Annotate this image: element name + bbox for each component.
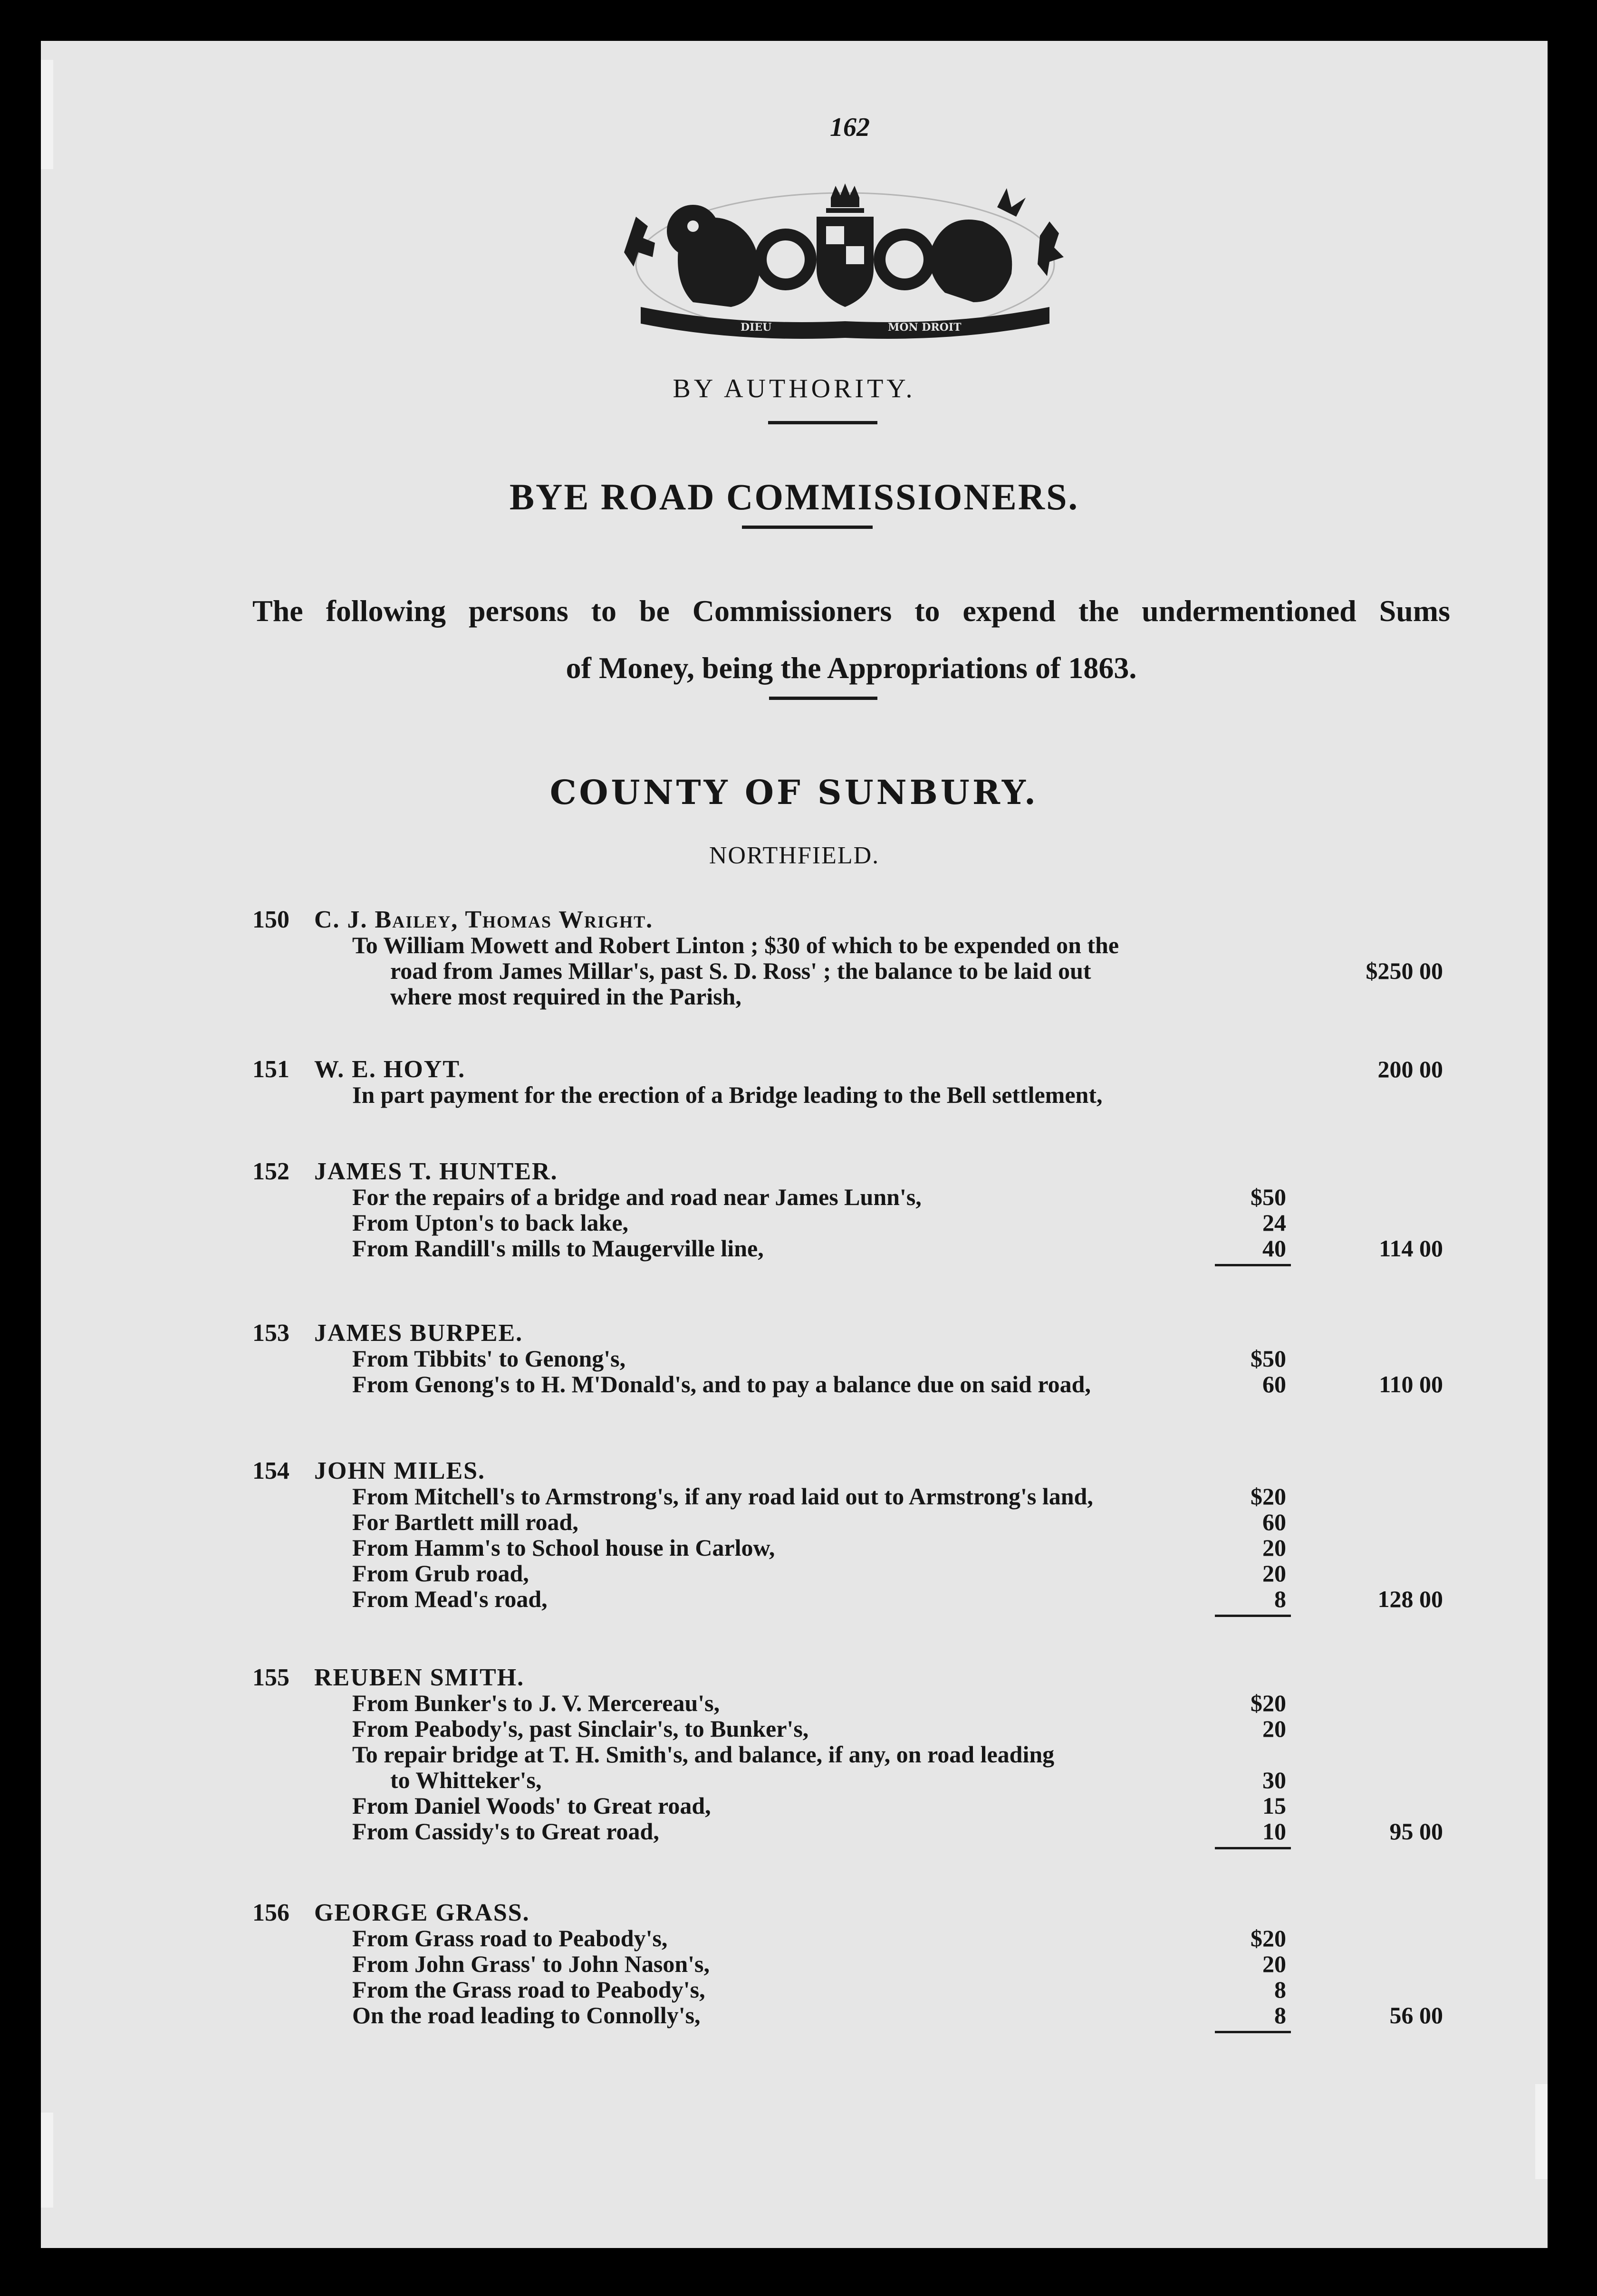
page-edge-tab bbox=[41, 2113, 53, 2208]
entry-number: 155 bbox=[252, 1664, 289, 1691]
item-description: to Whitteker's, bbox=[390, 1767, 542, 1793]
item-amount: 40 bbox=[1262, 1235, 1286, 1262]
item-amount: $50 bbox=[1251, 1345, 1286, 1372]
item-amount: 15 bbox=[1262, 1792, 1286, 1819]
item-amount: 20 bbox=[1262, 1715, 1286, 1742]
divider-rule bbox=[742, 526, 873, 529]
commissioner-names: JAMES BURPEE. bbox=[314, 1320, 523, 1347]
item-description: From Hamm's to School house in Carlow, bbox=[352, 1534, 775, 1561]
commissioner-names: JAMES T. HUNTER. bbox=[314, 1158, 558, 1185]
item-description: From Daniel Woods' to Great road, bbox=[352, 1792, 711, 1819]
item-amount: 10 bbox=[1262, 1818, 1286, 1845]
page-edge-tab bbox=[41, 60, 53, 169]
entry-total: 95 00 bbox=[1389, 1818, 1443, 1845]
subtotal-rule bbox=[1215, 1847, 1291, 1849]
item-amount: 30 bbox=[1262, 1767, 1286, 1793]
item-amount: 20 bbox=[1262, 1534, 1286, 1561]
item-amount: $20 bbox=[1251, 1483, 1286, 1510]
item-description: From the Grass road to Peabody's, bbox=[352, 1976, 705, 2003]
divider-rule bbox=[769, 697, 877, 700]
item-description: From Grub road, bbox=[352, 1560, 529, 1587]
entry-total: 128 00 bbox=[1377, 1586, 1443, 1612]
document-page bbox=[41, 41, 1548, 2248]
by-authority-heading: BY AUTHORITY. bbox=[673, 374, 916, 403]
page-title: BYE ROAD COMMISSIONERS. bbox=[510, 476, 1079, 517]
item-amount: 60 bbox=[1262, 1509, 1286, 1535]
subtotal-rule bbox=[1215, 1615, 1291, 1617]
commissioner-names: C. J. Bailey, Thomas Wright. bbox=[314, 906, 654, 933]
entry-number: 156 bbox=[252, 1899, 289, 1926]
item-amount: 8 bbox=[1274, 1976, 1286, 2003]
item-description: From Peabody's, past Sinclair's, to Bunker's, bbox=[352, 1715, 809, 1742]
item-description: For the repairs of a bridge and road near James Lunn's, bbox=[352, 1184, 922, 1210]
item-description: From Randill's mills to Maugerville line, bbox=[352, 1235, 764, 1262]
item-amount: $20 bbox=[1251, 1690, 1286, 1716]
item-description: From Mead's road, bbox=[352, 1586, 548, 1612]
entry-total: 114 00 bbox=[1379, 1235, 1443, 1262]
page-edge-tab bbox=[1535, 2084, 1548, 2179]
page-number: 162 bbox=[830, 113, 870, 142]
item-description: road from James Millar's, past S. D. Ross' ; the balance to be laid out bbox=[390, 957, 1091, 984]
item-description: From Mitchell's to Armstrong's, if any road laid out to Armstrong's land, bbox=[352, 1483, 1093, 1510]
entry-total: 200 00 bbox=[1377, 1056, 1443, 1082]
commissioner-names: W. E. HOYT. bbox=[314, 1056, 466, 1083]
item-amount: 60 bbox=[1262, 1371, 1286, 1397]
entry-total: 110 00 bbox=[1379, 1371, 1443, 1397]
commissioner-names: JOHN MILES. bbox=[314, 1457, 486, 1484]
entry-number: 152 bbox=[252, 1158, 289, 1185]
subtotal-rule bbox=[1215, 1264, 1291, 1266]
commissioner-names: REUBEN SMITH. bbox=[314, 1664, 525, 1691]
divider-rule bbox=[768, 421, 877, 424]
item-description: From Tibbits' to Genong's, bbox=[352, 1345, 626, 1372]
item-description: In part payment for the erection of a Bridge leading to the Bell settlement, bbox=[352, 1081, 1103, 1108]
item-description: From John Grass' to John Nason's, bbox=[352, 1951, 710, 1977]
item-description: From Bunker's to J. V. Mercereau's, bbox=[352, 1690, 720, 1716]
item-amount: $20 bbox=[1251, 1925, 1286, 1952]
item-amount: 8 bbox=[1274, 1586, 1286, 1612]
item-description: From Grass road to Peabody's, bbox=[352, 1925, 668, 1952]
item-amount: $50 bbox=[1251, 1184, 1286, 1210]
entry-number: 151 bbox=[252, 1056, 289, 1083]
entry-total: 56 00 bbox=[1389, 2002, 1443, 2028]
item-amount: 24 bbox=[1262, 1209, 1286, 1236]
crest-motto-left: DIEU bbox=[741, 321, 772, 334]
entry-number: 150 bbox=[252, 906, 289, 933]
royal-coat-of-arms-icon bbox=[622, 179, 1068, 350]
entry-number: 154 bbox=[252, 1457, 289, 1484]
item-description: where most required in the Parish, bbox=[390, 983, 741, 1010]
entry-number: 153 bbox=[252, 1320, 289, 1347]
item-description: For Bartlett mill road, bbox=[352, 1509, 578, 1535]
intro-paragraph bbox=[252, 583, 1450, 697]
item-description: From Genong's to H. M'Donald's, and to pay a balance due on said road, bbox=[352, 1371, 1091, 1397]
item-amount: 20 bbox=[1262, 1560, 1286, 1587]
subtotal-rule bbox=[1215, 2031, 1291, 2033]
crest-motto-right: MON DROIT bbox=[888, 321, 962, 334]
item-description: To William Mowett and Robert Linton ; $30 of which to be expended on the bbox=[352, 932, 1119, 958]
intro-line-2: of Money, being the Appropriations of 1863. bbox=[566, 651, 1137, 685]
item-description: From Upton's to back lake, bbox=[352, 1209, 629, 1236]
commissioner-names: GEORGE GRASS. bbox=[314, 1899, 530, 1926]
item-description: To repair bridge at T. H. Smith's, and balance, if any, on road leading bbox=[352, 1741, 1055, 1768]
entry-total: $250 00 bbox=[1366, 957, 1443, 984]
item-description: On the road leading to Connolly's, bbox=[352, 2002, 701, 2028]
county-heading: COUNTY OF SUNBURY. bbox=[549, 773, 1039, 812]
item-amount: 20 bbox=[1262, 1951, 1286, 1977]
item-description: From Cassidy's to Great road, bbox=[352, 1818, 659, 1845]
parish-heading: NORTHFIELD. bbox=[709, 842, 880, 869]
item-amount: 8 bbox=[1274, 2002, 1286, 2028]
intro-line-1: The following persons to be Commissioners to expend the undermentioned Sums bbox=[252, 594, 1450, 628]
